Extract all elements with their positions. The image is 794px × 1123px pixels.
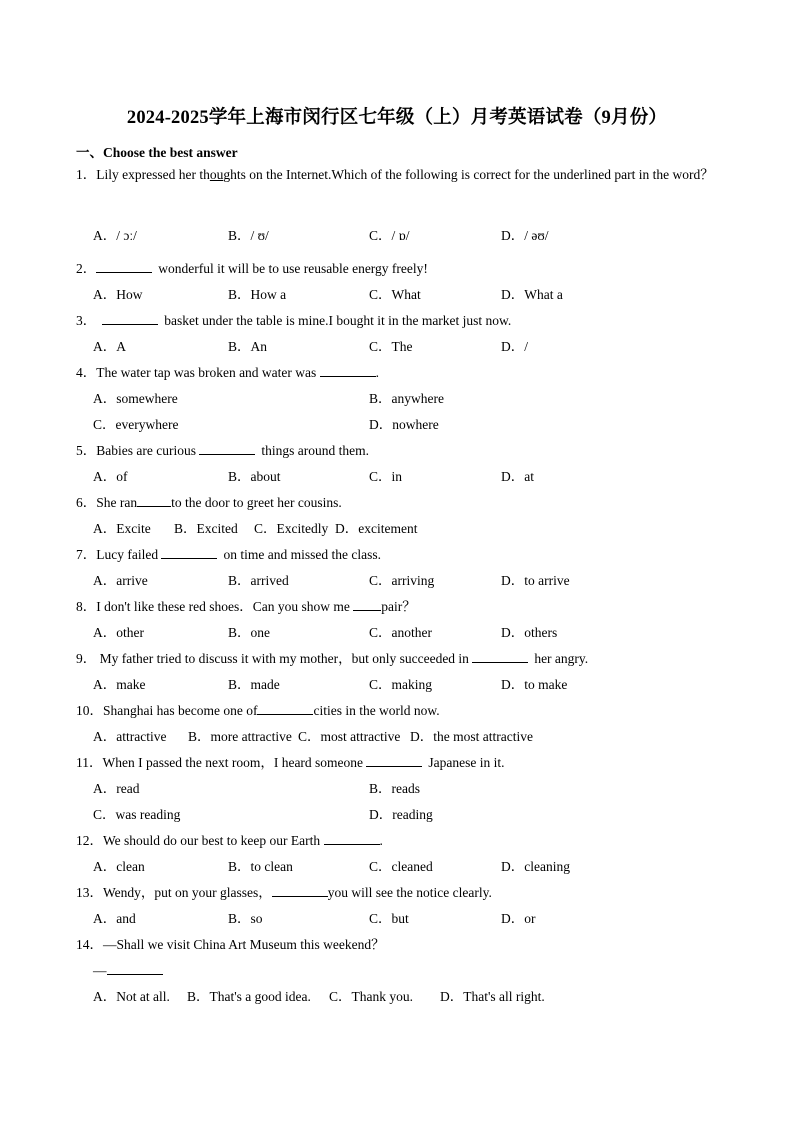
question-number: 11． xyxy=(76,755,103,770)
option-a: A．Excite xyxy=(93,521,151,536)
option-a: A．read xyxy=(93,781,140,796)
question-text: Lily expressed her th xyxy=(96,167,210,182)
option-a: A．and xyxy=(93,911,136,926)
section-heading: 一、Choose the best answer xyxy=(76,145,238,160)
question-text: ghts on the Internet.Which of the following is correct for the underlined part in the word？ xyxy=(223,167,714,182)
option-a: A．/ ɔː/ xyxy=(93,228,137,243)
question-text: cities in the world now. xyxy=(313,703,440,718)
option-b: B．about xyxy=(228,469,281,484)
option-d: D．reading xyxy=(369,807,433,822)
question-text: pair？ xyxy=(381,599,416,614)
question-text: Wendy，put on your glasses， xyxy=(103,885,272,900)
option-c: C．another xyxy=(369,625,432,640)
option-d: D．or xyxy=(501,911,536,926)
option-a: A．Not at all. xyxy=(93,989,170,1004)
option-c: C．What xyxy=(369,287,421,302)
question-text: to the door to greet her cousins. xyxy=(171,495,342,510)
question-text: We should do our best to keep our Earth xyxy=(103,833,321,848)
question-text: I don't like these red shoes．Can you show me xyxy=(96,599,350,614)
question-text: —Shall we visit China Art Museum this weekend？ xyxy=(103,937,385,952)
option-b: B．/ ʊ/ xyxy=(228,228,269,243)
underlined-letters: ou xyxy=(209,167,224,182)
option-a: A．A xyxy=(93,339,126,354)
option-d: D．to arrive xyxy=(501,573,570,588)
question-text: My father tried to discuss it with my mother，but only succeeded in xyxy=(99,651,469,666)
question-number: 8． xyxy=(76,599,97,614)
answer-blank[interactable] xyxy=(353,596,381,611)
option-b: B．arrived xyxy=(228,573,289,588)
question-8 xyxy=(76,594,416,620)
question-text: basket under the table is mine.I bought it in the market just now. xyxy=(164,313,512,328)
question-text: things around them. xyxy=(261,443,369,458)
option-b: B．made xyxy=(228,677,280,692)
question-7 xyxy=(76,542,381,568)
option-b: B．Excited xyxy=(174,521,238,536)
answer-blank[interactable] xyxy=(366,752,422,767)
option-a: A．other xyxy=(93,625,144,640)
option-c: C．but xyxy=(369,911,409,926)
answer-blank[interactable] xyxy=(161,544,217,559)
option-a: A．clean xyxy=(93,859,145,874)
answer-blank[interactable] xyxy=(472,648,528,663)
answer-blank[interactable] xyxy=(102,310,158,325)
question-5 xyxy=(76,438,369,464)
question-6 xyxy=(76,490,342,516)
option-d: D．excitement xyxy=(335,521,418,536)
option-b: B．so xyxy=(228,911,263,926)
option-a: A．arrive xyxy=(93,573,148,588)
option-c: C．most attractive xyxy=(298,729,401,744)
option-c: C．making xyxy=(369,677,432,692)
option-a: A．make xyxy=(93,677,146,692)
reply-line xyxy=(93,958,163,984)
answer-blank[interactable] xyxy=(324,830,380,845)
option-d: D．/ xyxy=(501,339,528,354)
question-text: She ran xyxy=(96,495,138,510)
option-c: C．everywhere xyxy=(93,417,179,432)
option-b: B．That's a good idea. xyxy=(187,989,311,1004)
answer-blank[interactable] xyxy=(257,700,313,715)
question-10 xyxy=(76,698,440,724)
question-2 xyxy=(76,256,428,282)
option-c: C．Thank you. xyxy=(329,989,413,1004)
question-13 xyxy=(76,880,492,906)
option-d: D．others xyxy=(501,625,558,640)
question-text: The water tap was broken and water was xyxy=(96,365,317,380)
option-b: B．anywhere xyxy=(369,391,444,406)
question-4 xyxy=(76,360,379,386)
question-9 xyxy=(76,646,588,672)
question-number: 7． xyxy=(76,547,97,562)
question-1 xyxy=(76,162,720,188)
answer-blank[interactable] xyxy=(272,882,328,897)
answer-blank[interactable] xyxy=(137,492,171,507)
question-text: wonderful it will be to use reusable energy freely! xyxy=(158,261,428,276)
answer-blank[interactable] xyxy=(199,440,255,455)
option-d: D．nowhere xyxy=(369,417,439,432)
option-d: D．at xyxy=(501,469,534,484)
option-d: D．That's all right. xyxy=(440,989,545,1004)
question-number: 2． xyxy=(76,261,97,276)
option-c: C．cleaned xyxy=(369,859,433,874)
option-a: A．How xyxy=(93,287,143,302)
question-11 xyxy=(76,750,505,776)
question-text: you will see the notice clearly. xyxy=(327,885,492,900)
question-text: Babies are curious xyxy=(96,443,196,458)
option-a: A．somewhere xyxy=(93,391,178,406)
question-text: Japanese in it. xyxy=(428,755,505,770)
option-b: B．more attractive xyxy=(188,729,292,744)
question-text: . xyxy=(379,833,383,848)
question-12 xyxy=(76,828,383,854)
option-c: C．The xyxy=(369,339,413,354)
question-number: 12． xyxy=(76,833,103,848)
option-c: C．/ ɒ/ xyxy=(369,228,410,243)
option-b: B．An xyxy=(228,339,268,354)
exam-title: 2024-2025学年上海市闵行区七年级（上）月考英语试卷（9月份） xyxy=(126,108,668,128)
option-a: A．attractive xyxy=(93,729,167,744)
question-number: 3． xyxy=(76,313,97,328)
question-number: 13． xyxy=(76,885,103,900)
option-b: B．reads xyxy=(369,781,420,796)
question-number: 9． xyxy=(76,651,97,666)
option-d: D．cleaning xyxy=(501,859,570,874)
question-text: . xyxy=(375,365,380,380)
option-d: D．the most attractive xyxy=(410,729,533,744)
question-number: 4． xyxy=(76,365,97,380)
question-text: When I passed the next room，I heard someone xyxy=(102,755,364,770)
option-c: C．Excitedly xyxy=(254,521,329,536)
option-b: B．one xyxy=(228,625,270,640)
question-number: 10． xyxy=(76,703,103,718)
dash: — xyxy=(93,963,107,978)
answer-blank[interactable] xyxy=(96,258,152,273)
option-c: C．was reading xyxy=(93,807,181,822)
option-d: D．to make xyxy=(501,677,568,692)
option-b: B．How a xyxy=(228,287,287,302)
option-d: D．What a xyxy=(501,287,563,302)
question-text: Lucy failed xyxy=(96,547,159,562)
question-number: 1． xyxy=(76,167,97,182)
question-3 xyxy=(76,308,511,334)
option-a: A．of xyxy=(93,469,128,484)
question-number: 14． xyxy=(76,937,103,952)
question-text: her angry. xyxy=(534,651,589,666)
question-text: on time and missed the class. xyxy=(223,547,381,562)
question-number: 5． xyxy=(76,443,97,458)
question-14 xyxy=(76,932,385,958)
option-c: C．in xyxy=(369,469,403,484)
question-number: 6． xyxy=(76,495,97,510)
answer-blank[interactable] xyxy=(107,960,163,975)
option-b: B．to clean xyxy=(228,859,293,874)
question-text: Shanghai has become one of xyxy=(103,703,258,718)
option-c: C．arriving xyxy=(369,573,435,588)
answer-blank[interactable] xyxy=(320,362,376,377)
option-d: D．/ əʊ/ xyxy=(501,228,549,243)
